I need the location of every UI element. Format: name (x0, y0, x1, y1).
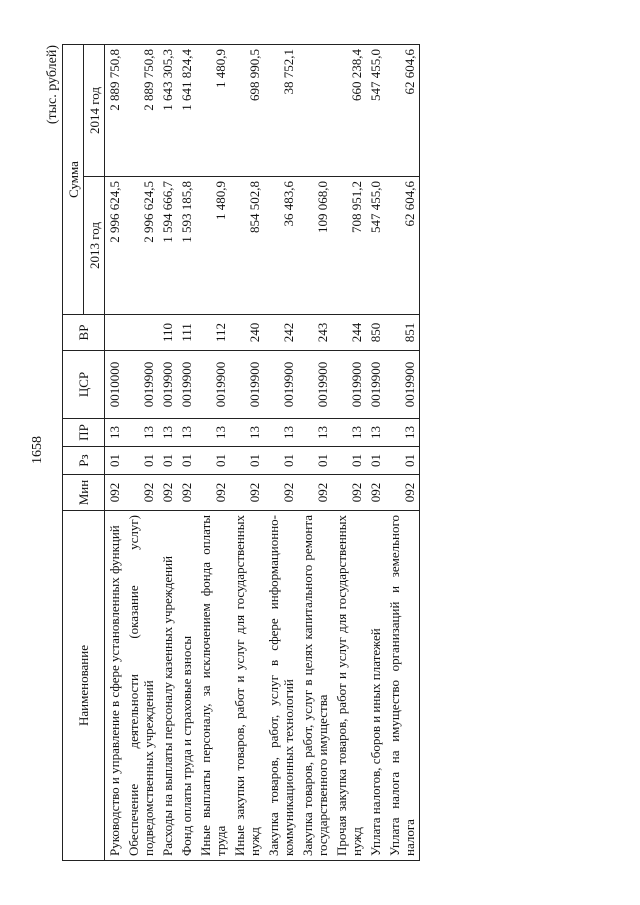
header-row (63, 45, 84, 861)
cell-pr: 13 (366, 419, 385, 447)
cell-name: Уплата налогов, сборов и иных платежей (366, 511, 385, 861)
table-row (124, 45, 158, 861)
col-header-2013: 2013 год (84, 177, 105, 315)
cell-pr: 13 (298, 419, 332, 447)
cell-rz: 01 (385, 447, 420, 475)
cell-name: Уплата налога на имущество организаций и земельного налога (385, 511, 420, 861)
cell-pr: 13 (158, 419, 177, 447)
cell-vr: 240 (230, 315, 264, 351)
cell-pr: 13 (332, 419, 366, 447)
cell-name: Руководство и управление в сфере установленных функций (105, 511, 125, 861)
cell-pr: 13 (264, 419, 298, 447)
table-row (332, 45, 366, 861)
cell-y2013: 36 483,6 (264, 177, 298, 315)
cell-csr: 0019900 (298, 351, 332, 419)
cell-name: Закупка товаров, работ, услуг в сфере информационно-коммуникационных технологий (264, 511, 298, 861)
cell-vr: 111 (177, 315, 196, 351)
col-header-pr: ПР (63, 419, 105, 447)
table-body (105, 45, 420, 861)
cell-vr: 110 (158, 315, 177, 351)
cell-y2014 (298, 45, 332, 177)
cell-vr (105, 315, 125, 351)
table-row (177, 45, 196, 861)
table-row (298, 45, 332, 861)
col-header-sum: Сумма (63, 45, 84, 315)
cell-min: 092 (264, 475, 298, 511)
cell-vr: 244 (332, 315, 366, 351)
col-header-name: Наименование (63, 511, 105, 861)
cell-name: Обеспечение деятельности (оказание услуг) подведомственных учреждений (124, 511, 158, 861)
cell-rz: 01 (298, 447, 332, 475)
col-header-vr: ВР (63, 315, 105, 351)
cell-name: Закупка товаров, работ, услуг в целях капитального ремонта государственного имущества (298, 511, 332, 861)
cell-min: 092 (230, 475, 264, 511)
cell-min: 092 (366, 475, 385, 511)
cell-y2013: 547 455,0 (366, 177, 385, 315)
cell-rz: 01 (105, 447, 125, 475)
cell-rz: 01 (158, 447, 177, 475)
cell-csr: 0019900 (158, 351, 177, 419)
cell-y2013: 2 996 624,5 (124, 177, 158, 315)
cell-csr: 0019900 (196, 351, 230, 419)
col-header-csr: ЦСР (63, 351, 105, 419)
cell-y2014: 1 480,9 (196, 45, 230, 177)
cell-csr: 0019900 (385, 351, 420, 419)
cell-y2014: 62 604,6 (385, 45, 420, 177)
cell-rz: 01 (264, 447, 298, 475)
cell-y2013: 708 951,2 (332, 177, 366, 315)
cell-vr: 850 (366, 315, 385, 351)
cell-pr: 13 (124, 419, 158, 447)
cell-pr: 13 (105, 419, 125, 447)
cell-vr (124, 315, 158, 351)
cell-vr: 243 (298, 315, 332, 351)
cell-rz: 01 (124, 447, 158, 475)
cell-vr: 112 (196, 315, 230, 351)
cell-min: 092 (105, 475, 125, 511)
cell-y2013: 1 594 666,7 (158, 177, 177, 315)
cell-y2013: 62 604,6 (385, 177, 420, 315)
table-row (105, 45, 125, 861)
units-label: (тыс. рублей) (45, 45, 60, 125)
col-header-2014: 2014 год (84, 45, 105, 177)
cell-min: 092 (332, 475, 366, 511)
cell-y2013: 109 068,0 (298, 177, 332, 315)
cell-pr: 13 (385, 419, 420, 447)
cell-vr: 851 (385, 315, 420, 351)
table-row (230, 45, 264, 861)
cell-csr: 0019900 (230, 351, 264, 419)
cell-csr: 0019900 (366, 351, 385, 419)
cell-min: 092 (177, 475, 196, 511)
cell-y2014: 1 641 824,4 (177, 45, 196, 177)
cell-csr: 0019900 (177, 351, 196, 419)
cell-csr: 0010000 (105, 351, 125, 419)
table-row (366, 45, 385, 861)
cell-y2013: 854 502,8 (230, 177, 264, 315)
cell-name: Прочая закупка товаров, работ и услуг для государственных нужд (332, 511, 366, 861)
cell-rz: 01 (177, 447, 196, 475)
cell-y2014: 2 889 750,8 (124, 45, 158, 177)
cell-y2013: 1 480,9 (196, 177, 230, 315)
table-row (158, 45, 177, 861)
cell-min: 092 (298, 475, 332, 511)
cell-pr: 13 (196, 419, 230, 447)
cell-csr: 0019900 (124, 351, 158, 419)
cell-y2014: 38 752,1 (264, 45, 298, 177)
cell-name: Фонд оплаты труда и страховые взносы (177, 511, 196, 861)
table-row (264, 45, 298, 861)
cell-rz: 01 (332, 447, 366, 475)
budget-table (62, 44, 420, 861)
cell-name: Иные выплаты персоналу, за исключением фонда оплаты труда (196, 511, 230, 861)
cell-csr: 0019900 (332, 351, 366, 419)
cell-rz: 01 (366, 447, 385, 475)
cell-csr: 0019900 (264, 351, 298, 419)
cell-min: 092 (385, 475, 420, 511)
cell-y2013: 1 593 185,8 (177, 177, 196, 315)
cell-rz: 01 (196, 447, 230, 475)
col-header-rz: Рз (63, 447, 105, 475)
cell-pr: 13 (230, 419, 264, 447)
cell-vr: 242 (264, 315, 298, 351)
cell-name: Расходы на выплаты персоналу казенных учреждений (158, 511, 177, 861)
cell-pr: 13 (177, 419, 196, 447)
page-number: 1658 (30, 436, 45, 464)
cell-y2014: 698 990,5 (230, 45, 264, 177)
cell-min: 092 (196, 475, 230, 511)
cell-y2014: 660 238,4 (332, 45, 366, 177)
table-row (196, 45, 230, 861)
cell-min: 092 (158, 475, 177, 511)
col-header-min: Мин (63, 475, 105, 511)
cell-y2014: 2 889 750,8 (105, 45, 125, 177)
cell-min: 092 (124, 475, 158, 511)
cell-name: Иные закупки товаров, работ и услуг для государственных нужд (230, 511, 264, 861)
cell-y2013: 2 996 624,5 (105, 177, 125, 315)
table-row (385, 45, 420, 861)
cell-y2014: 547 455,0 (366, 45, 385, 177)
cell-y2014: 1 643 305,3 (158, 45, 177, 177)
cell-rz: 01 (230, 447, 264, 475)
